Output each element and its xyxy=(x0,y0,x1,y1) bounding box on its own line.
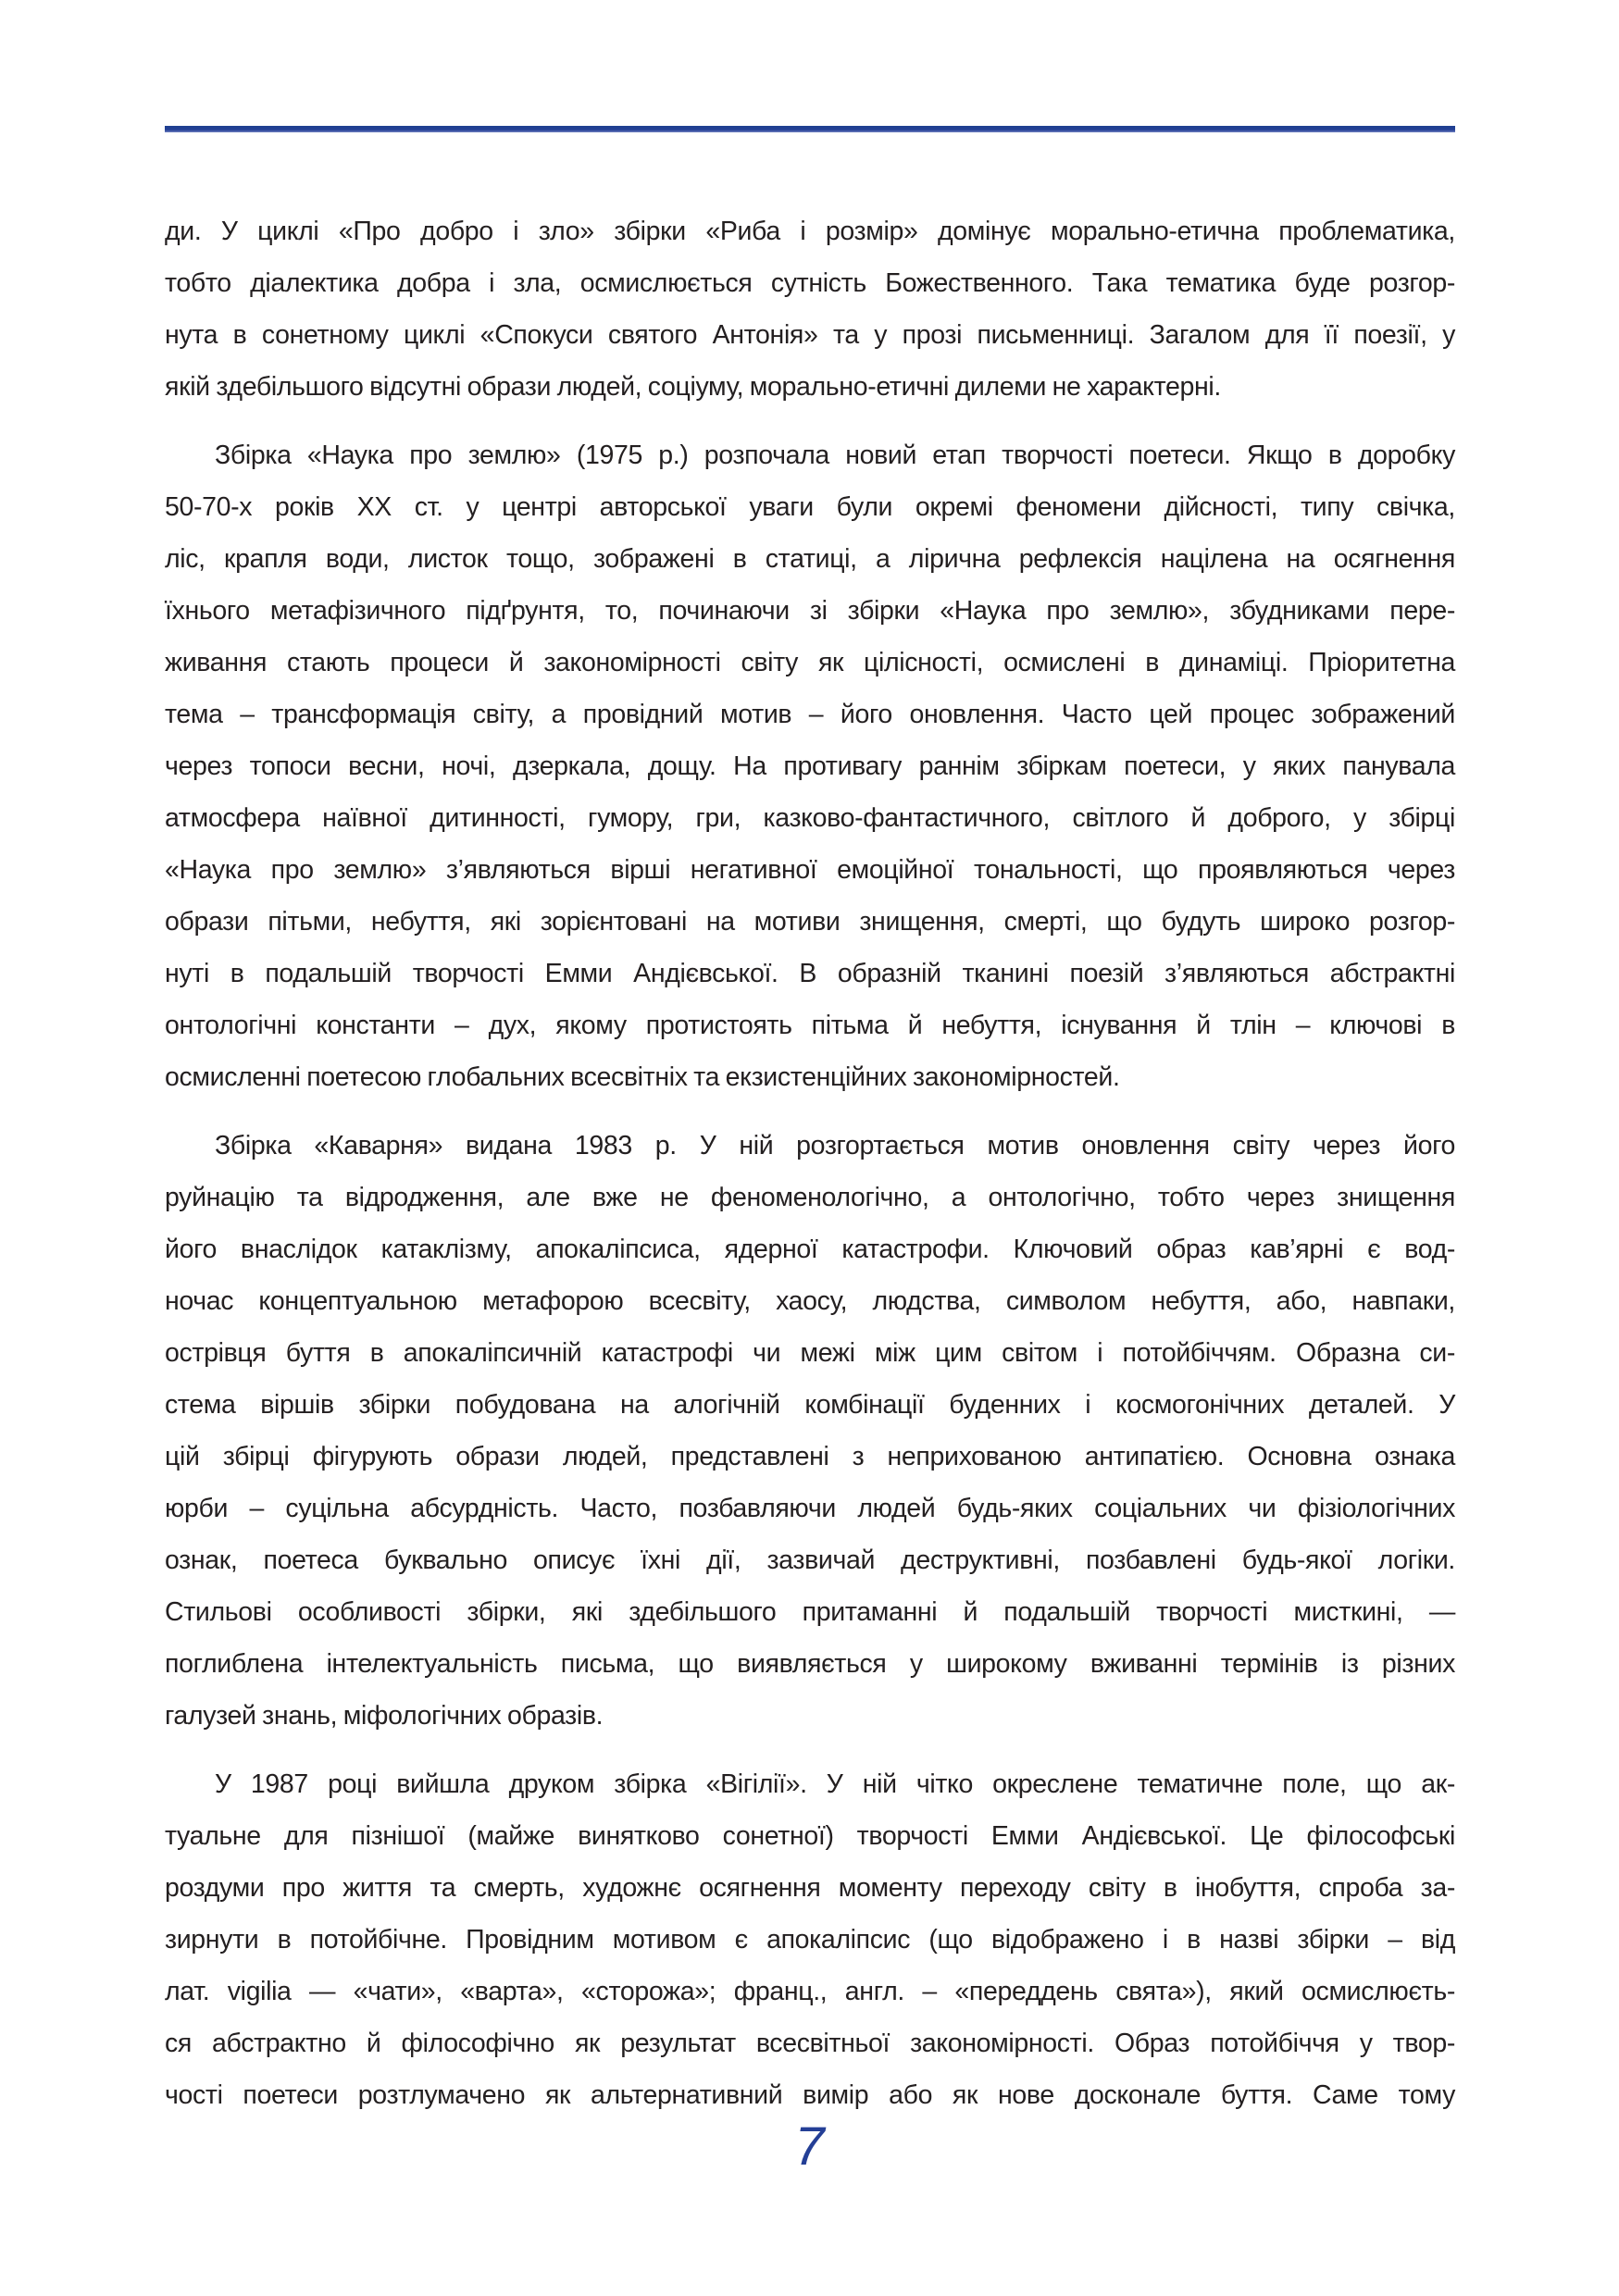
text-line: через топоси весни, ночі, дзеркала, дощу. На противагу раннім збіркам поетеси, у яких панувала xyxy=(165,751,1455,781)
text-line: нута в сонетному циклі «Спокуси святого Антонія» та у прозі письменниці. Загалом для її поезії, у xyxy=(165,320,1455,350)
text-line: якій здебільшого відсутні образи людей, соціуму, морально-етичні дилеми не характерні. xyxy=(165,372,1221,402)
text-line: тобто діалектика добра і зла, осмислюється сутність Божественного. Така тематика буде розгор- xyxy=(165,268,1455,298)
text-line: поглиблена інтелектуальність письма, що виявляється у широкому вживанні термінів із різних xyxy=(165,1649,1455,1679)
text-line: зирнути в потойбічне. Провідним мотивом є апокаліпсис (що відображено і в назві збірки – від xyxy=(165,1925,1455,1955)
text-line: ночас концептуальною метафорою всесвіту, хаосу, людства, символом небуття, або, навпаки, xyxy=(165,1286,1455,1316)
text-line: його внаслідок катаклізму, апокаліпсиса, ядерної катастрофи. Ключовий образ кав’ярні є вод- xyxy=(165,1235,1455,1264)
header-rule xyxy=(165,126,1455,132)
text-line: Збірка «Каварня» видана 1983 р. У ній розгортається мотив оновлення світу через його xyxy=(215,1131,1455,1160)
text-line: живання стають процеси й закономірності світу як цілісності, осмислені в динаміці. Пріоритетна xyxy=(165,648,1455,677)
text-line: образи пітьми, небуття, які зорієнтовані на мотиви знищення, смерті, що будуть широко розгор- xyxy=(165,907,1455,937)
text-line: галузей знань, міфологічних образів. xyxy=(165,1701,604,1731)
text-line: ся абстрактно й філософічно як результат всесвітньої закономірності. Образ потойбіччя у твор- xyxy=(165,2029,1455,2058)
text-line: цій збірці фігурують образи людей, представлені з неприхованою антипатією. Основна ознака xyxy=(165,1442,1455,1471)
body-text xyxy=(165,205,1455,2121)
text-line: Стильові особливості збірки, які здебільшого притаманні й подальшій творчості мисткині, — xyxy=(165,1597,1455,1627)
text-line: руйнацію та відродження, але вже не феноменологічно, а онтологічно, тобто через знищення xyxy=(165,1183,1455,1212)
text-line: їхнього метафізичного підґрунтя, то, починаючи зі збірки «Наука про землю», збудниками пере- xyxy=(165,596,1455,626)
text-line: чості поетеси розтлумачено як альтернативний вимір або як нове досконале буття. Саме тому xyxy=(165,2080,1455,2110)
text-line: тема – трансформація світу, а провідний мотив – його оновлення. Часто цей процес зображений xyxy=(165,700,1455,729)
text-line: 50-70-х років ХХ ст. у центрі авторської уваги були окремі феномени дійсності, типу свічка, xyxy=(165,492,1455,522)
text-line: ди. У циклі «Про добро і зло» збірки «Риба і розмір» домінує морально-етична проблематика, xyxy=(165,217,1455,246)
text-line: острівця буття в апокаліпсичній катастрофі чи межі між цим світом і потойбіччям. Образна си- xyxy=(165,1338,1455,1368)
text-line: ліс, крапля води, листок тощо, зображені в статиці, а лірична рефлексія націлена на осягнення xyxy=(165,544,1455,574)
paragraph xyxy=(165,1120,1455,1742)
paragraph xyxy=(165,1758,1455,2121)
text-line: роздуми про життя та смерть, художнє осягнення моменту переходу світу в інобуття, спроба за- xyxy=(165,1873,1455,1903)
text-line: стема віршів збірки побудована на алогічній комбінації буденних і космогонічних деталей. У xyxy=(165,1390,1455,1420)
text-line: лат. vigilia — «чати», «варта», «сторожа»; франц., англ. – «переддень свята»), який осмислюєть- xyxy=(165,1977,1455,2006)
page-number: 7 xyxy=(794,2116,825,2177)
text-line: нуті в подальшій творчості Емми Андієвської. В образній тканині поезій з’являються абстрактні xyxy=(165,959,1455,988)
text-line: юрби – суцільна абсурдність. Часто, позбавляючи людей будь-яких соціальних чи фізіологічних xyxy=(165,1494,1455,1523)
text-line: У 1987 році вийшла друком збірка «Вігілії». У ній чітко окреслене тематичне поле, що ак- xyxy=(215,1769,1455,1799)
text-line: Збірка «Наука про землю» (1975 р.) розпочала новий етап творчості поетеси. Якщо в доробку xyxy=(215,441,1455,470)
text-line: «Наука про землю» з’являються вірші негативної емоційної тональності, що проявляються через xyxy=(165,855,1455,885)
paragraph xyxy=(165,429,1455,1103)
text-line: туальне для пізнішої (майже винятково сонетної) творчості Емми Андієвської. Це філософські xyxy=(165,1821,1455,1851)
text-line: ознак, поетеса буквально описує їхні дії, зазвичай деструктивні, позбавлені будь-якої логіки. xyxy=(165,1545,1455,1575)
text-line: атмосфера наївної дитинності, гумору, гри, казково-фантастичного, світлого й доброго, у збірці xyxy=(165,803,1455,833)
text-line: осмисленні поетесою глобальних всесвітніх та екзистенційних закономірностей. xyxy=(165,1062,1120,1092)
paragraph xyxy=(165,205,1455,413)
text-line: онтологічні константи – дух, якому протистоять пітьма й небуття, існування й тлін – ключові в xyxy=(165,1011,1455,1040)
